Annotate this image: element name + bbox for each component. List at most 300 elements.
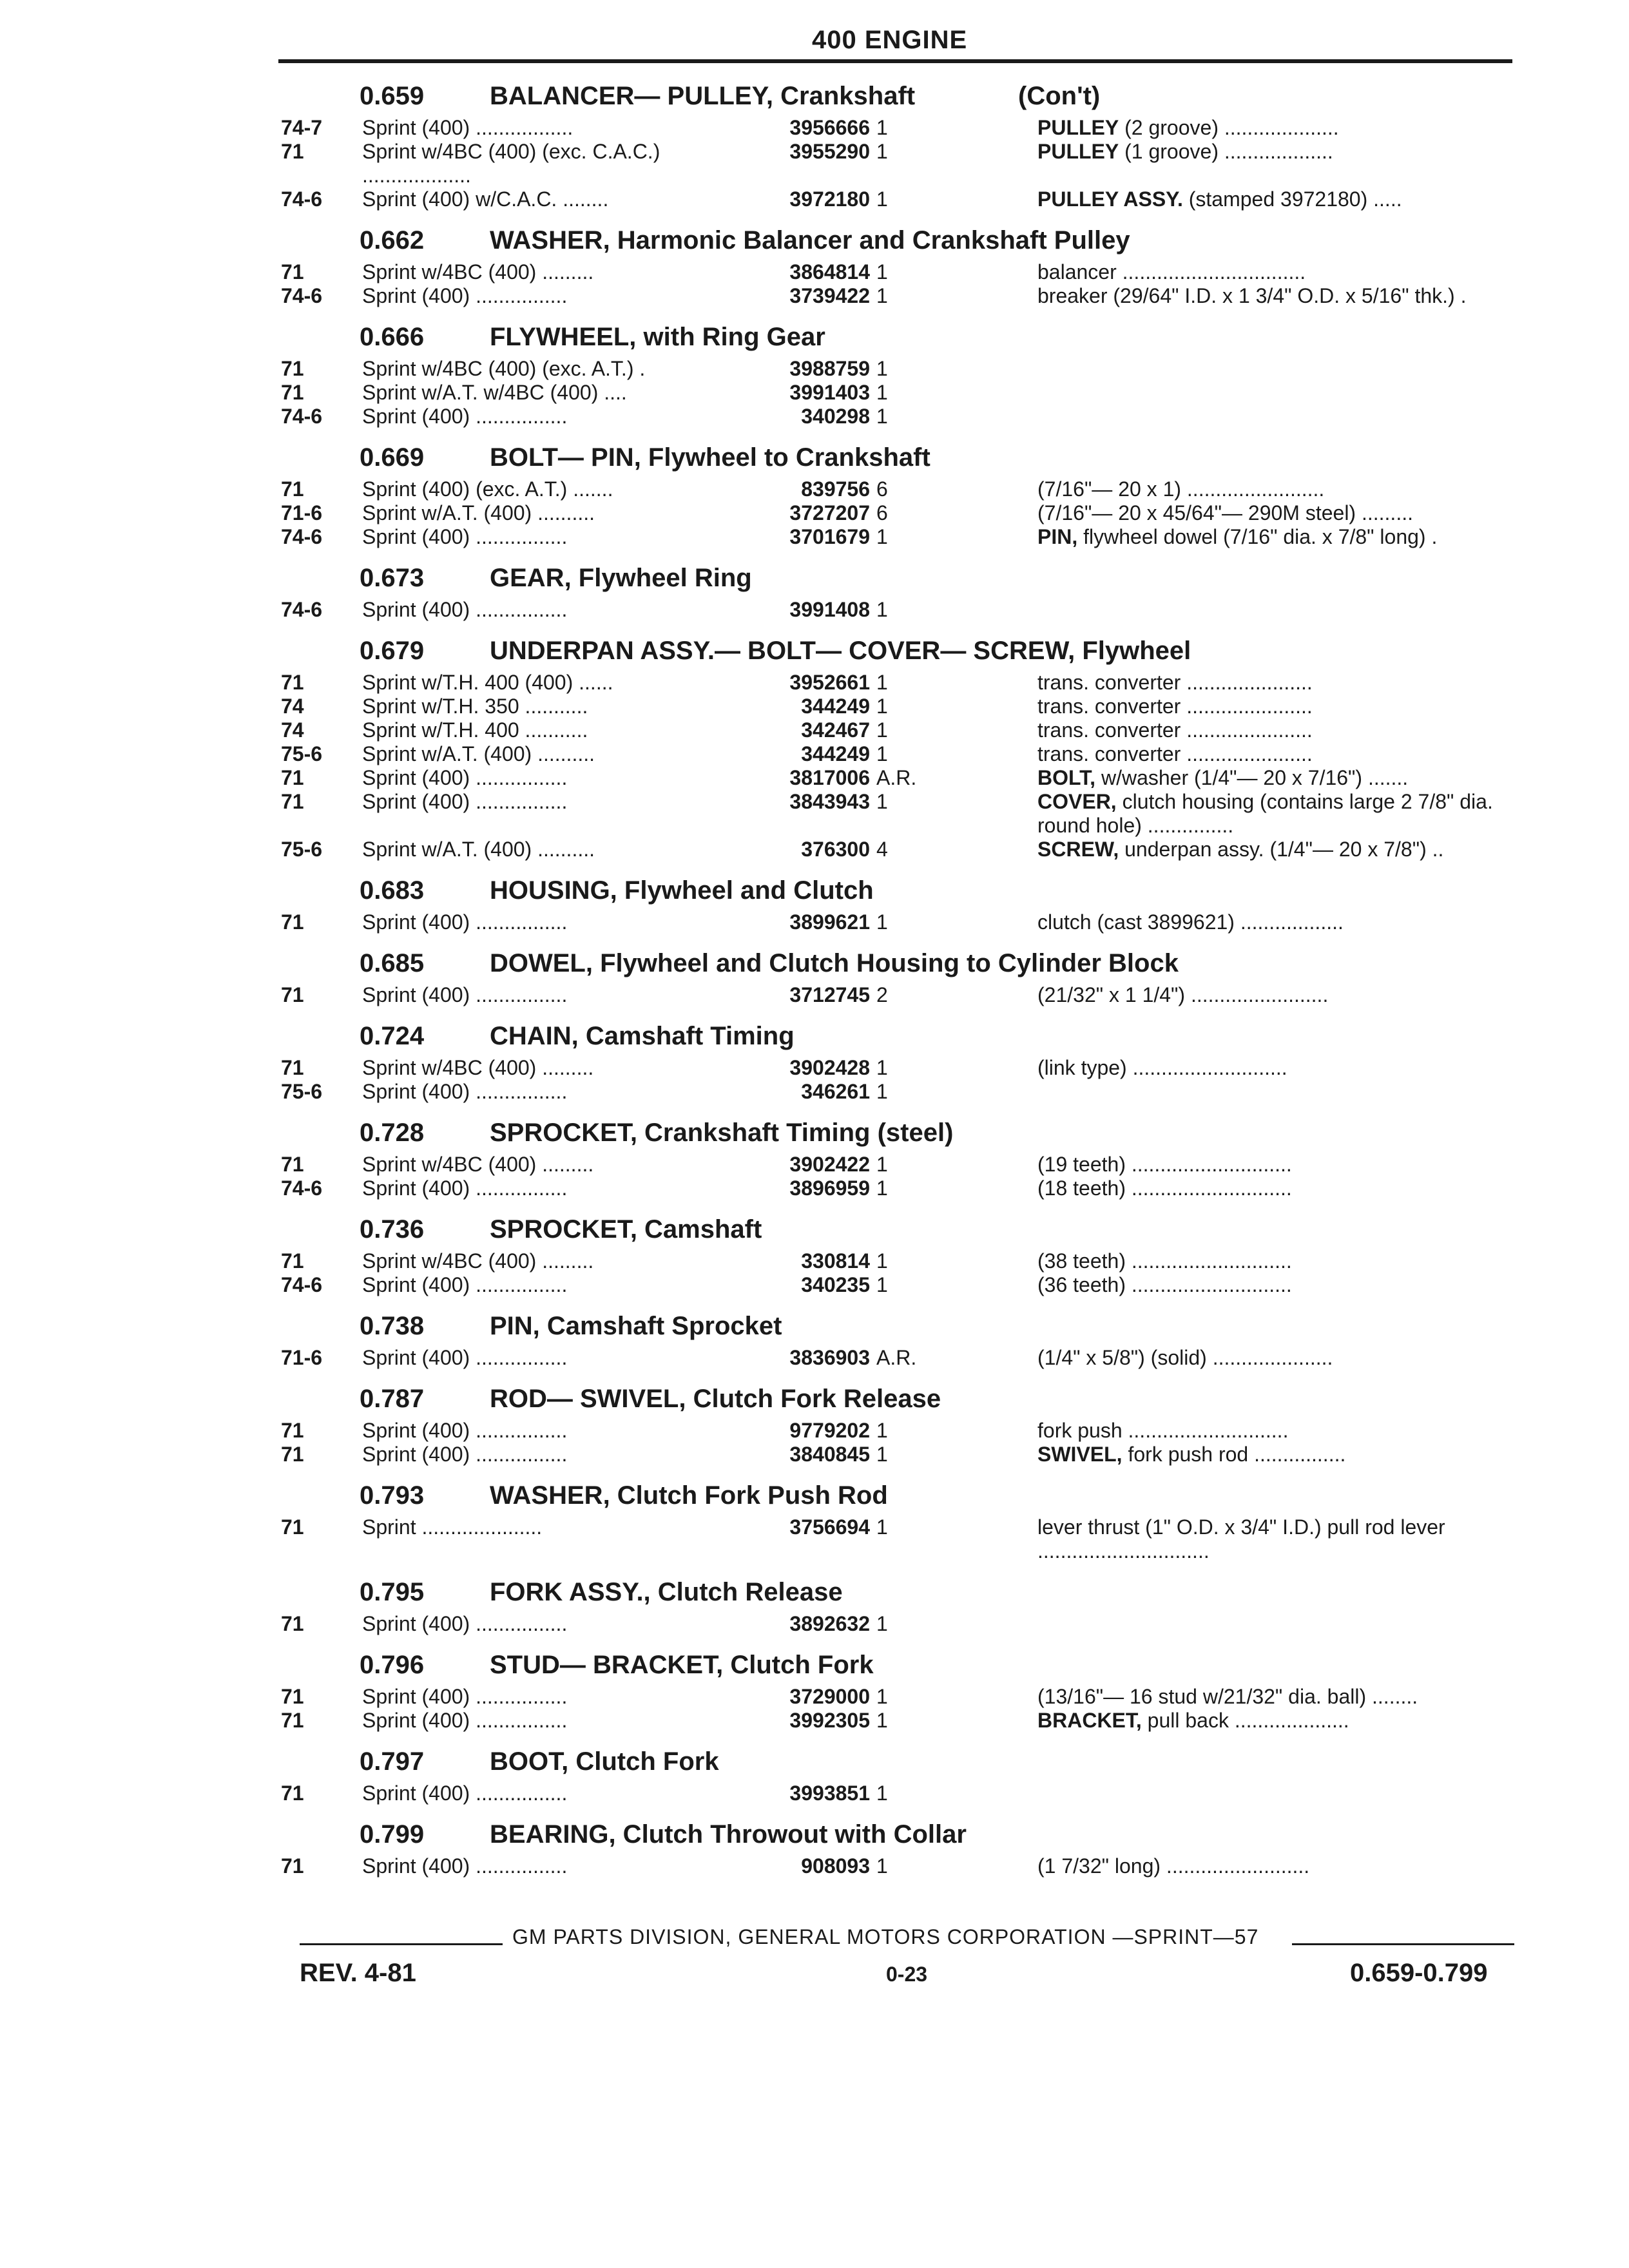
part-number: 3956666 (789, 116, 870, 139)
section-heading (277, 1016, 1514, 1056)
application: Sprint (400) ................ (362, 766, 568, 789)
part-number: 3952661 (789, 671, 870, 694)
model-year: 71 (281, 140, 304, 163)
section-heading (277, 220, 1514, 260)
part-description (1037, 116, 1514, 140)
part-row (277, 357, 1514, 381)
description-keyword: PIN, (1037, 525, 1078, 548)
application: Sprint w/T.H. 400 ........... (362, 718, 588, 742)
description-text: trans. converter ...................... (1037, 671, 1313, 694)
application: Sprint (400) ................ (362, 525, 568, 548)
description-text: trans. converter ...................... (1037, 695, 1313, 718)
description-keyword: COVER, (1037, 790, 1117, 813)
section-code: 0.795 (360, 1578, 425, 1606)
section-code: 0.736 (360, 1215, 425, 1244)
description-text: clutch (cast 3899621) .................. (1037, 910, 1344, 934)
quantity: 1 (876, 742, 888, 765)
section-title: ROD— SWIVEL, Clutch Fork Release (490, 1385, 941, 1413)
application: Sprint (400) ................ (362, 598, 568, 621)
section-code: 0.683 (360, 876, 425, 905)
description-text: (38 teeth) ............................ (1037, 1249, 1292, 1273)
model-year: 71 (281, 1249, 304, 1273)
part-number: 3896959 (789, 1177, 870, 1200)
quantity: 1 (876, 1782, 888, 1805)
section-heading (277, 1814, 1514, 1854)
quantity: 1 (876, 284, 888, 307)
application: Sprint (400) (exc. A.T.) ....... (362, 477, 613, 501)
description-keyword: SCREW, (1037, 838, 1119, 861)
description-text: fork push rod ................ (1122, 1443, 1346, 1466)
part-number: 346261 (801, 1080, 870, 1103)
parts-section (277, 1814, 1514, 1878)
description-text: (2 groove) .................... (1119, 116, 1339, 139)
section-code: 0.797 (360, 1747, 425, 1776)
part-number: 3902422 (789, 1153, 870, 1176)
model-year: 71 (281, 260, 304, 284)
description-keyword: BRACKET, (1037, 1709, 1142, 1732)
part-number: 3840845 (789, 1443, 870, 1466)
model-year: 71 (281, 1782, 304, 1805)
model-year: 74-6 (281, 1177, 323, 1200)
application: Sprint w/4BC (400) ......... (362, 1153, 594, 1176)
part-number: 330814 (801, 1249, 870, 1273)
part-row (277, 1515, 1514, 1563)
part-description (1037, 718, 1514, 742)
quantity: 1 (876, 1153, 888, 1176)
section-code: 0.738 (360, 1312, 425, 1340)
description-text: w/washer (1/4"— 20 x 7/16") ....... (1095, 766, 1409, 789)
description-text: (link type) ........................... (1037, 1056, 1287, 1079)
description-text: clutch housing (contains large 2 7/8" dia. round hole) ............... (1037, 790, 1493, 837)
part-description (1037, 1443, 1514, 1466)
application: Sprint (400) ................ (362, 1709, 568, 1732)
section-title: WASHER, Clutch Fork Push Rod (490, 1481, 888, 1510)
section-heading (277, 631, 1514, 671)
model-year: 74-6 (281, 598, 323, 621)
part-row (277, 1854, 1514, 1878)
application: Sprint (400) ................. (362, 116, 574, 139)
quantity: 1 (876, 1419, 888, 1442)
quantity: 1 (876, 1056, 888, 1079)
part-number: 3836903 (789, 1346, 870, 1369)
quantity: A.R. (876, 766, 917, 789)
section-title: CHAIN, Camshaft Timing (490, 1022, 795, 1050)
part-row (277, 477, 1514, 501)
part-description (1037, 671, 1514, 695)
part-description (1037, 187, 1514, 211)
part-row (277, 1249, 1514, 1273)
part-description (1037, 1419, 1514, 1443)
section-title: SPROCKET, Camshaft (490, 1215, 762, 1244)
part-number: 3727207 (789, 501, 870, 524)
part-description (1037, 1685, 1514, 1709)
application: Sprint (400) w/C.A.C. ........ (362, 187, 609, 211)
application: Sprint (400) ................ (362, 1854, 568, 1878)
description-text: (1 7/32" long) ......................... (1037, 1854, 1310, 1878)
section-title: DOWEL, Flywheel and Clutch Housing to Cylinder Block (490, 949, 1179, 977)
description-text: underpan assy. (1/4"— 20 x 7/8") .. (1119, 838, 1444, 861)
continued-label: (Con't) (1018, 82, 1101, 110)
application: Sprint (400) ................ (362, 1346, 568, 1369)
part-description (1037, 284, 1514, 308)
part-description (1037, 1273, 1514, 1297)
section-title: BOOT, Clutch Fork (490, 1747, 719, 1776)
parts-section (277, 1379, 1514, 1466)
parts-list (277, 76, 1514, 1887)
page-title: 400 ENGINE (812, 26, 968, 54)
description-text: balancer ................................ (1037, 260, 1306, 284)
description-text: (36 teeth) ............................ (1037, 1273, 1292, 1296)
description-text: (21/32" x 1 1/4") ........................ (1037, 983, 1329, 1006)
quantity: 1 (876, 381, 888, 404)
part-number: 3701679 (789, 525, 870, 548)
model-year: 74-6 (281, 284, 323, 307)
section-code: 0.669 (360, 443, 425, 472)
application: Sprint (400) ................ (362, 983, 568, 1006)
model-year: 71-6 (281, 1346, 323, 1369)
quantity: 1 (876, 1080, 888, 1103)
model-year: 71 (281, 910, 304, 934)
section-code: 0.659 (360, 82, 425, 110)
section-code: 0.728 (360, 1119, 425, 1147)
part-number: 3843943 (789, 790, 870, 813)
part-number: 3991403 (789, 381, 870, 404)
quantity: 1 (876, 1273, 888, 1296)
model-year: 71 (281, 983, 304, 1006)
model-year: 71 (281, 1153, 304, 1176)
quantity: 1 (876, 357, 888, 380)
description-keyword: BOLT, (1037, 766, 1096, 789)
model-year: 75-6 (281, 1080, 323, 1103)
part-number: 3992305 (789, 1709, 870, 1732)
quantity: 1 (876, 1854, 888, 1878)
part-number: 3864814 (789, 260, 870, 284)
quantity: 1 (876, 1443, 888, 1466)
application: Sprint (400) ................ (362, 1419, 568, 1442)
part-number: 3739422 (789, 284, 870, 307)
section-title: PIN, Camshaft Sprocket (490, 1312, 782, 1340)
footer-publisher: GM PARTS DIVISION, GENERAL MOTORS CORPORATION —SPRINT—57 (512, 1925, 1259, 1948)
model-year: 71 (281, 477, 304, 501)
section-heading (277, 943, 1514, 983)
part-row (277, 838, 1514, 861)
parts-section (277, 437, 1514, 549)
section-code: 0.666 (360, 323, 425, 351)
part-description (1037, 695, 1514, 718)
section-title: BEARING, Clutch Throwout with Collar (490, 1820, 967, 1849)
model-year: 71 (281, 1515, 304, 1539)
application: Sprint (400) ................ (362, 1612, 568, 1635)
part-row (277, 1612, 1514, 1636)
section-title: SPROCKET, Crankshaft Timing (steel) (490, 1119, 954, 1147)
quantity: 4 (876, 838, 888, 861)
part-number: 342467 (801, 718, 870, 742)
parts-section (277, 631, 1514, 861)
model-year: 74-6 (281, 525, 323, 548)
description-text: (1 groove) ................... (1119, 140, 1333, 163)
model-year: 75-6 (281, 742, 323, 765)
section-code: 0.724 (360, 1022, 425, 1050)
part-row (277, 1443, 1514, 1466)
section-heading (277, 870, 1514, 910)
part-description (1037, 501, 1514, 525)
description-keyword: PULLEY (1037, 116, 1119, 139)
model-year: 74 (281, 718, 304, 742)
part-row (277, 671, 1514, 695)
part-description (1037, 983, 1514, 1007)
part-number: 3712745 (789, 983, 870, 1006)
quantity: 1 (876, 910, 888, 934)
part-row (277, 790, 1514, 838)
parts-section (277, 76, 1514, 211)
part-row (277, 187, 1514, 211)
model-year: 71 (281, 671, 304, 694)
parts-section (277, 558, 1514, 622)
part-row (277, 381, 1514, 405)
part-number: 3899621 (789, 910, 870, 934)
part-description (1037, 838, 1514, 861)
model-year: 71 (281, 1612, 304, 1635)
section-heading (277, 317, 1514, 357)
application: Sprint w/A.T. (400) .......... (362, 742, 595, 765)
part-number: 344249 (801, 742, 870, 765)
quantity: 1 (876, 1515, 888, 1539)
application: Sprint w/4BC (400) ......... (362, 1249, 594, 1273)
part-number: 3756694 (789, 1515, 870, 1539)
part-row (277, 1177, 1514, 1200)
quantity: 1 (876, 1685, 888, 1708)
section-code: 0.679 (360, 637, 425, 665)
section-heading (277, 437, 1514, 477)
description-text: flywheel dowel (7/16" dia. x 7/8" long) . (1077, 525, 1438, 548)
part-description (1037, 477, 1514, 501)
part-row (277, 1346, 1514, 1370)
model-year: 71 (281, 1854, 304, 1878)
model-year: 71 (281, 1056, 304, 1079)
application: Sprint w/4BC (400) ......... (362, 1056, 594, 1079)
part-row (277, 1056, 1514, 1080)
section-title: FORK ASSY., Clutch Release (490, 1578, 843, 1606)
application: Sprint w/T.H. 350 ........... (362, 695, 588, 718)
application: Sprint (400) ................ (362, 790, 568, 813)
application: Sprint (400) ................ (362, 1685, 568, 1708)
section-title: BOLT— PIN, Flywheel to Crankshaft (490, 443, 930, 472)
model-year: 74-6 (281, 405, 323, 428)
parts-section (277, 1572, 1514, 1636)
quantity: 1 (876, 140, 888, 163)
parts-section (277, 870, 1514, 934)
part-number: 376300 (801, 838, 870, 861)
part-description (1037, 1153, 1514, 1177)
part-number: 3988759 (789, 357, 870, 380)
description-text: pull back .................... (1141, 1709, 1349, 1732)
description-text: (7/16"— 20 x 45/64"— 290M steel) ......... (1037, 501, 1413, 524)
quantity: 6 (876, 501, 888, 524)
part-number: 839756 (801, 477, 870, 501)
part-number: 3817006 (789, 766, 870, 789)
description-text: trans. converter ...................... (1037, 742, 1313, 765)
description-text: (18 teeth) ............................ (1037, 1177, 1292, 1200)
part-number: 3991408 (789, 598, 870, 621)
part-row (277, 766, 1514, 790)
part-description (1037, 1854, 1514, 1878)
parts-section (277, 1113, 1514, 1200)
part-number: 340235 (801, 1273, 870, 1296)
application: Sprint (400) ................ (362, 910, 568, 934)
section-heading (277, 1306, 1514, 1346)
section-heading (277, 1475, 1514, 1515)
footer-rule-left (300, 1943, 503, 1945)
quantity: 1 (876, 695, 888, 718)
part-row (277, 1782, 1514, 1805)
quantity: 1 (876, 598, 888, 621)
part-row (277, 1273, 1514, 1297)
section-code: 0.685 (360, 949, 425, 977)
model-year: 74-6 (281, 1273, 323, 1296)
model-year: 71 (281, 1419, 304, 1442)
quantity: 1 (876, 1249, 888, 1273)
page-number: 0-23 (886, 1963, 928, 1986)
quantity: 1 (876, 671, 888, 694)
section-heading (277, 1113, 1514, 1153)
model-year: 71 (281, 357, 304, 380)
section-title: HOUSING, Flywheel and Clutch (490, 876, 874, 905)
part-number: 3729000 (789, 1685, 870, 1708)
part-description (1037, 742, 1514, 766)
parts-section (277, 943, 1514, 1007)
section-heading (277, 1379, 1514, 1419)
quantity: 1 (876, 1177, 888, 1200)
quantity: A.R. (876, 1346, 917, 1369)
part-row (277, 405, 1514, 428)
part-number: 9779202 (789, 1419, 870, 1442)
part-description (1037, 260, 1514, 284)
part-row (277, 1419, 1514, 1443)
section-heading (277, 1572, 1514, 1612)
model-year: 71-6 (281, 501, 323, 524)
application: Sprint (400) ................ (362, 1782, 568, 1805)
parts-section (277, 317, 1514, 428)
description-text: (1/4" x 5/8") (solid) ..................... (1037, 1346, 1333, 1369)
model-year: 71 (281, 1685, 304, 1708)
section-heading (277, 1742, 1514, 1782)
part-row (277, 598, 1514, 622)
section-code: 0.787 (360, 1385, 425, 1413)
parts-section (277, 1016, 1514, 1104)
application: Sprint (400) ................ (362, 1443, 568, 1466)
part-row (277, 1685, 1514, 1709)
application: Sprint (400) ................ (362, 405, 568, 428)
section-code: 0.793 (360, 1481, 425, 1510)
part-row (277, 742, 1514, 766)
parts-section (277, 1209, 1514, 1297)
part-description (1037, 1177, 1514, 1200)
model-year: 74-7 (281, 116, 323, 139)
description-text: lever thrust (1" O.D. x 3/4" I.D.) pull rod lever .............................. (1037, 1515, 1445, 1562)
application: Sprint w/T.H. 400 (400) ...... (362, 671, 613, 694)
part-description (1037, 525, 1514, 549)
application: Sprint (400) ................ (362, 1273, 568, 1296)
part-number: 3902428 (789, 1056, 870, 1079)
revision-label: REV. 4-81 (300, 1959, 416, 1987)
section-heading (277, 558, 1514, 598)
part-row (277, 260, 1514, 284)
part-number: 340298 (801, 405, 870, 428)
parts-section (277, 1306, 1514, 1370)
parts-section (277, 1645, 1514, 1733)
quantity: 1 (876, 718, 888, 742)
application: Sprint w/4BC (400) ......... (362, 260, 594, 284)
description-text: (stamped 3972180) ..... (1182, 187, 1402, 211)
part-description (1037, 1346, 1514, 1370)
part-number: 3955290 (789, 140, 870, 163)
quantity: 1 (876, 187, 888, 211)
part-row (277, 284, 1514, 308)
description-keyword: SWIVEL, (1037, 1443, 1123, 1466)
section-title: WASHER, Harmonic Balancer and Crankshaft Pulley (490, 226, 1130, 255)
description-text: breaker (29/64" I.D. x 1 3/4" O.D. x 5/16" thk.) . (1037, 284, 1467, 307)
section-code: 0.673 (360, 564, 425, 592)
parts-section (277, 220, 1514, 308)
part-description (1037, 790, 1514, 838)
part-description (1037, 1056, 1514, 1080)
model-year: 74-6 (281, 187, 323, 211)
model-year: 74 (281, 695, 304, 718)
section-heading (277, 1209, 1514, 1249)
part-row (277, 525, 1514, 549)
quantity: 6 (876, 477, 888, 501)
description-keyword: PULLEY ASSY. (1037, 187, 1183, 211)
quantity: 1 (876, 116, 888, 139)
application: Sprint w/A.T. w/4BC (400) .... (362, 381, 627, 404)
quantity: 1 (876, 260, 888, 284)
model-year: 71 (281, 381, 304, 404)
description-text: fork push ............................ (1037, 1419, 1289, 1442)
model-year: 71 (281, 1709, 304, 1732)
part-row (277, 116, 1514, 140)
description-text: (13/16"— 16 stud w/21/32" dia. ball) ........ (1037, 1685, 1418, 1708)
parts-section (277, 1475, 1514, 1563)
description-keyword: PULLEY (1037, 140, 1119, 163)
section-code: 0.796 (360, 1651, 425, 1679)
section-title: STUD— BRACKET, Clutch Fork (490, 1651, 874, 1679)
footer-rule-right (1292, 1943, 1514, 1945)
quantity: 1 (876, 405, 888, 428)
part-description (1037, 766, 1514, 790)
part-row (277, 501, 1514, 525)
section-title: BALANCER— PULLEY, Crankshaft (490, 82, 916, 110)
section-code: 0.662 (360, 226, 425, 255)
part-description (1037, 1515, 1514, 1563)
model-year: 75-6 (281, 838, 323, 861)
part-row (277, 1153, 1514, 1177)
part-row (277, 140, 1514, 187)
description-text: trans. converter ...................... (1037, 718, 1313, 742)
quantity: 1 (876, 790, 888, 813)
application: Sprint w/A.T. (400) .......... (362, 838, 595, 861)
section-heading (277, 76, 1514, 116)
part-number: 3972180 (789, 187, 870, 211)
quantity: 1 (876, 1709, 888, 1732)
model-year: 71 (281, 1443, 304, 1466)
section-heading (277, 1645, 1514, 1685)
part-description (1037, 1249, 1514, 1273)
application: Sprint w/A.T. (400) .......... (362, 501, 595, 524)
section-range: 0.659-0.799 (1350, 1959, 1488, 1987)
part-row (277, 695, 1514, 718)
section-code: 0.799 (360, 1820, 425, 1849)
part-row (277, 983, 1514, 1007)
